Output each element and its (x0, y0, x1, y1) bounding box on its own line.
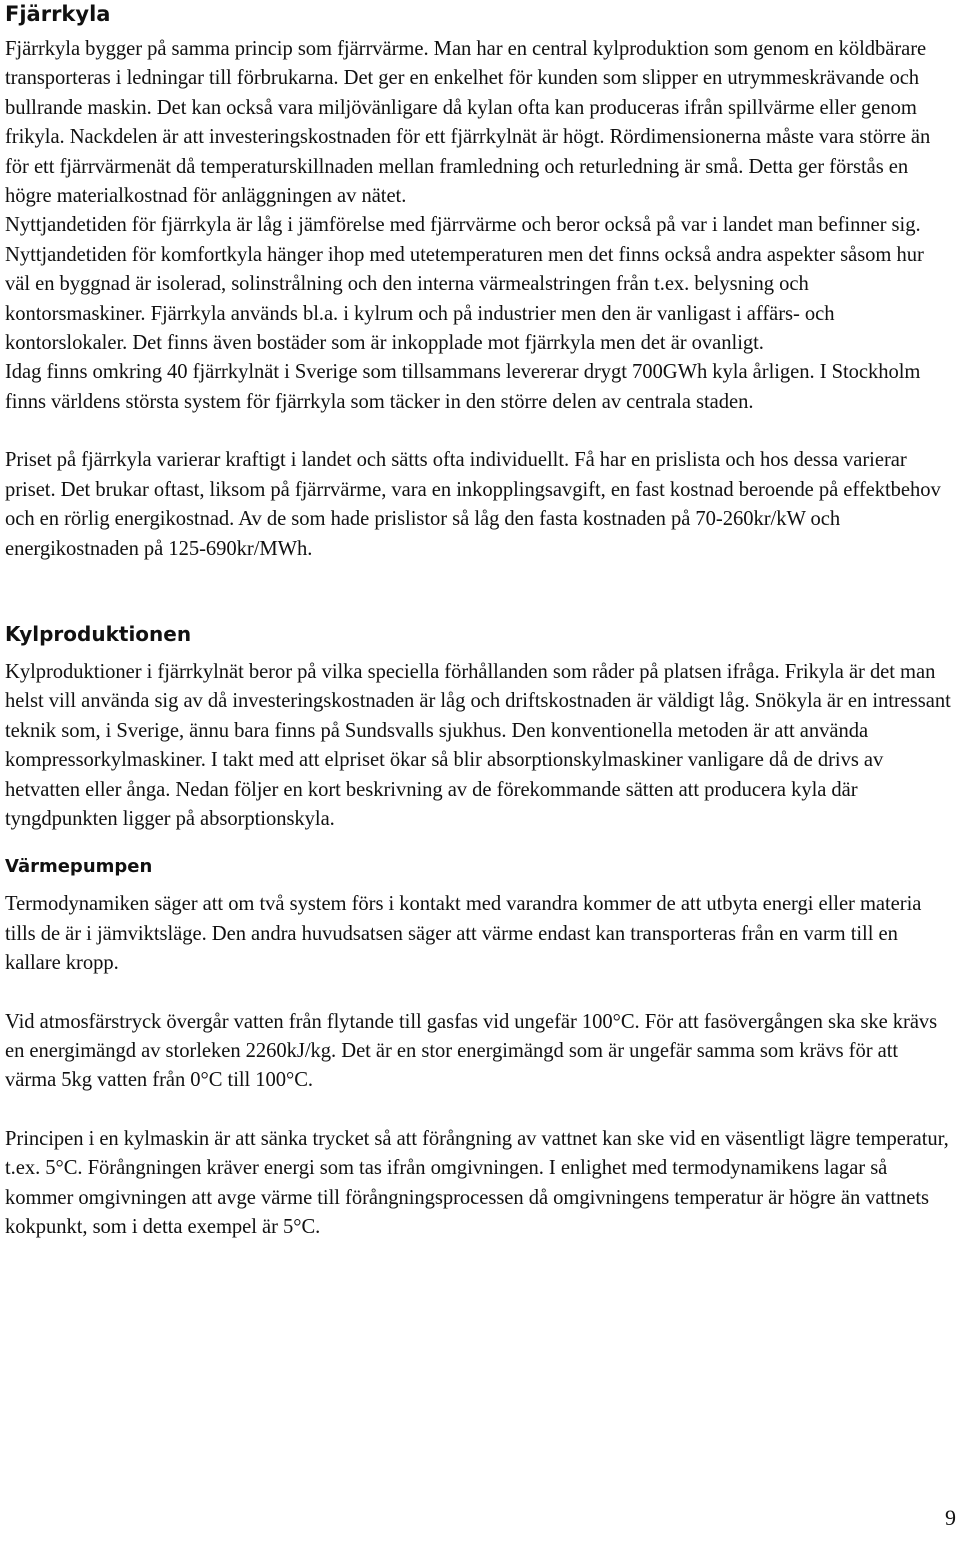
paragraph: Idag finns omkring 40 fjärrkylnät i Sverige som tillsammans levererar drygt 700GWh kyla årligen. I Stockholm finns världens största system för fjärrkyla som täcker in den större delen av centrala staden. (5, 361, 921, 413)
section-heading-kylproduktionen: Kylproduktionen (5, 621, 192, 646)
page-number: 9 (945, 1505, 956, 1530)
paragraph: Termodynamiken säger att om två system förs i kontakt med varandra kommer de att utbyta energi eller materia tills de är i jämviktsläge. Den andra huvudsatsen säger att värme endast kan transporteras från en varm till en kallare kropp. (5, 893, 922, 975)
paragraph: Fjärrkyla bygger på samma princip som fjärrvärme. Man har en central kylproduktion som genom en köldbärare transporteras i ledningar till förbrukarna. Det ger en enkelhet för kunden som slipper en utrymmeskrävande och bullrande maskin. Det kan också vara miljövänligare då kylan ofta kan produceras ifrån spillvärme eller genom frikyla. Nackdelen är att investeringskostnaden för ett fjärrkylnät är högt. Rördimensionerna måste vara större än för ett fjärrvärmenät då temperaturskillnaden mellan framledning och returledning är små. Detta ger förstås en högre materialkostnad för anläggningen av nätet. (5, 38, 931, 208)
paragraph: Principen i en kylmaskin är att sänka trycket så att förångning av vattnet kan ske vid en väsentligt lägre temperatur, t.ex. 5°C. Förångningen kräver energi som tas ifrån omgivningen. I enlighet med termodynamikens lagar så kommer omgivningen att avge värme till förångningsprocessen då omgivningens temperatur är högre än vattnets kokpunkt, som i detta exempel är 5°C. (5, 1127, 949, 1238)
paragraph: Priset på fjärrkyla varierar kraftigt i landet och sätts ofta individuellt. Få har en prislista och hos dessa varierar priset. Det brukar oftast, liksom på fjärrvärme, vara en inkopplingsavgift, en fast kostnad beroende på effektbehov och en rörlig energikostnad. Av de som hade prislistor så låg den fasta kostnaden på 70-260kr/kW och energikostnaden på 125-690kr/MWh. (5, 449, 941, 560)
paragraph: Kylproduktioner i fjärrkylnät beror på vilka speciella förhållanden som råder på platsen ifråga. Frikyla är det man helst vill använda sig av då investeringskostnaden är låg och driftskostnaden är väldigt låg. Snökyla är en intressant teknik som, i Sverige, ännu bara finns på Sundsvalls sjukhus. Den konventionella metoden är att använda kompressorkylmaskiner. I takt med att elpriset ökar så blir absorptionskylmaskiner vanligare då de drivs av hetvatten eller ånga. Nedan följer en kort beskrivning av de förekommande sätten att producera kyla där tyngdpunkten ligger på absorptionskyla. (5, 660, 951, 830)
section-heading-fjarrkyla: Fjärrkyla (5, 2, 111, 26)
document-page (5, 0, 953, 1242)
paragraph: Nyttjandetiden för fjärrkyla är låg i jämförelse med fjärrvärme och beror också på var i landet man befinner sig. Nyttjandetiden för komfortkyla hänger ihop med utetemperaturen men det finns också andra aspekter såsom hur väl en byggnad är isolerad, solinstrålning och den interna värmealstringen från t.ex. belysning och kontorsmaskiner. Fjärrkyla används bl.a. i kylrum och på industrier men den är vanligast i affärs- och kontorslokaler. Det finns även bostäder som är inkopplade mot fjärrkyla men det är ovanligt. (5, 214, 924, 355)
subsection-heading-varmepumpen: Värmepumpen (5, 856, 153, 878)
paragraph: Vid atmosfärstryck övergår vatten från flytande till gasfas vid ungefär 100°C. För att fasövergången ska ske krävs en energimängd av storleken 2260kJ/kg. Det är en stor energimängd som är ungefär samma som krävs för att värma 5kg vatten från 0°C till 100°C. (5, 1010, 938, 1092)
